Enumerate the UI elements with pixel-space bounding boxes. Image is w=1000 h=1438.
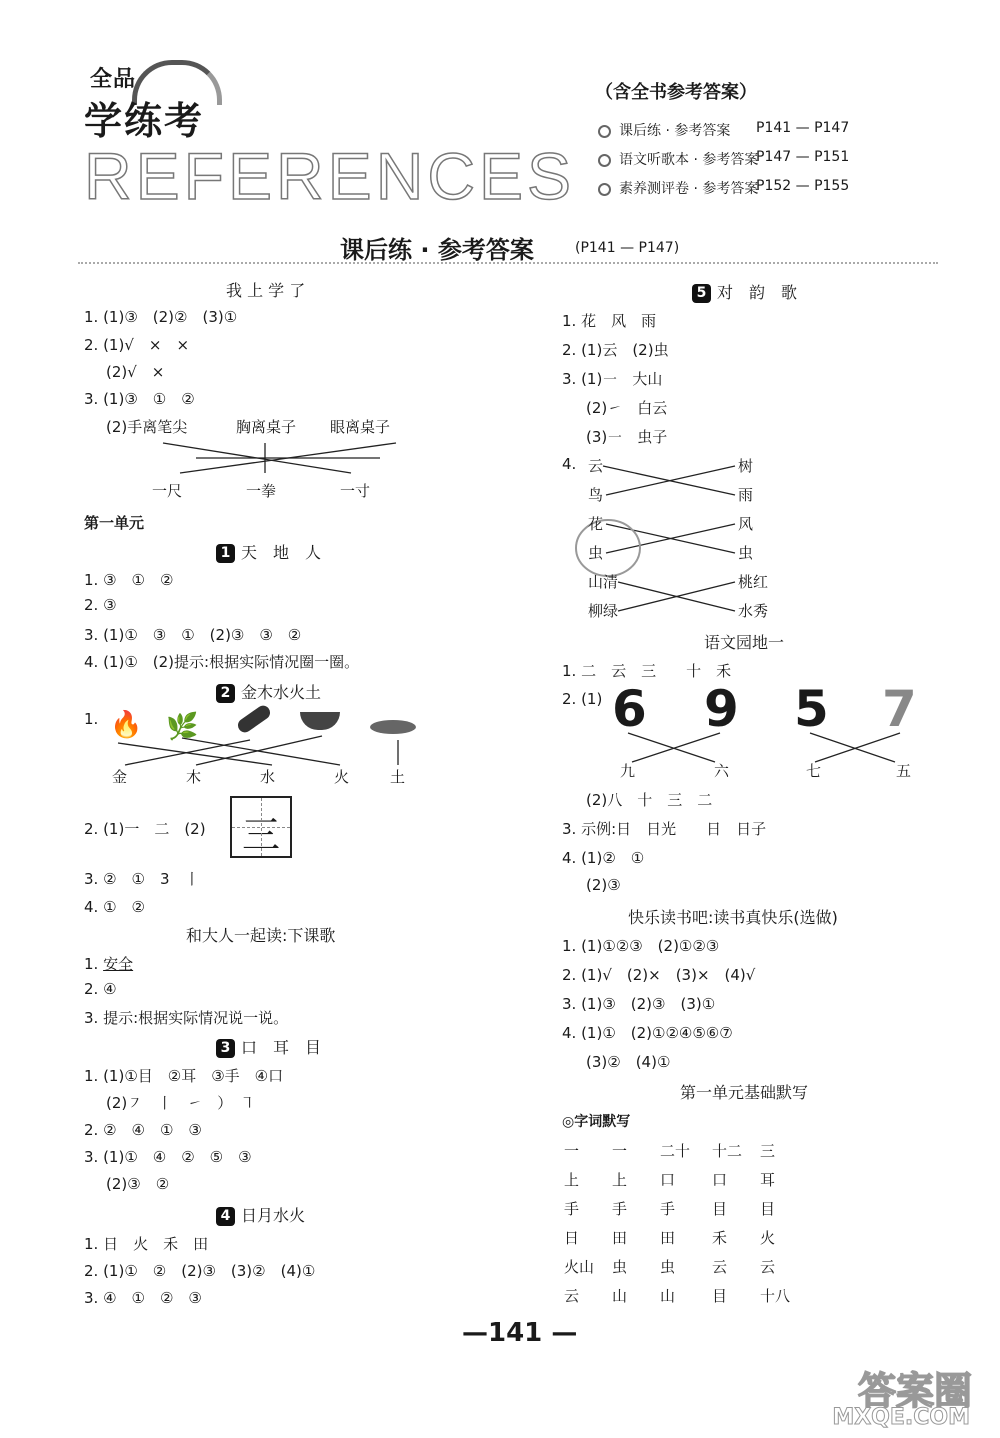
soil-pile-icon [370,720,416,734]
answer-line: 1. [84,710,99,728]
dictation-cell: 手 [612,1200,628,1218]
dictation-cell: 目 [712,1287,728,1305]
match-word: 虫 [588,544,604,562]
dictation-cell: 耳 [760,1171,776,1189]
match-word: 九 [620,762,636,780]
dictation-cell: 口 [660,1171,676,1189]
section-title: 第一单元基础默写 [680,1083,809,1102]
answer-line: 3. (1)① ③ ① (2)③ ③ ② [84,626,302,644]
match-line [196,736,322,765]
section-title: 和大人一起读:下课歌 [186,926,336,945]
answer-line: 2. ② ④ ① ③ [84,1121,202,1139]
answer-line: (3)② (4)① [586,1053,671,1071]
answer-line: 2. (1)√ × × [84,336,190,354]
answer-line: 3. ④ ① ② ③ [84,1289,202,1307]
answer-line: 3. (1)③ ① ② [84,390,195,408]
dictation-cell: 手 [660,1200,676,1218]
dictation-cell: 三 [760,1142,776,1160]
match-word: 云 [588,457,604,475]
match-word: 胸离桌子 [236,418,297,436]
logo-top: 全品 [90,67,137,92]
big-number: 5 [794,680,829,738]
match-word: 六 [714,762,730,780]
answer-line: 4. (1)② ① [562,849,645,867]
answer-line: 3. (1)㇐ 大山 [562,370,663,388]
dictation-cell: 十二 [712,1142,743,1160]
big-number: 6 [612,680,647,738]
subsection-title: ◎字词默写 [562,1114,631,1130]
answer-line: (2)八 十 三 二 [586,791,713,809]
big-number: 9 [704,680,739,738]
dictation-cell: 禾 [712,1229,728,1247]
section-title: 我 上 学 了 [226,281,306,300]
big-number: 7 [882,680,917,738]
answer-line: (2)③ ② [106,1175,170,1193]
fire-picture-icon: 🔥 [110,710,143,740]
match-word: 水秀 [738,602,769,620]
page-title: 课后练 · 参考答案 [340,236,534,264]
dictation-cell: 上 [564,1171,580,1189]
answer-line: (2)㇇ 丨 ㇀ ） ㇕ [106,1094,255,1112]
dictation-cell: 云 [760,1258,776,1276]
answer-line: 4. ① ② [84,898,145,916]
answer-line: 2. (1)云 (2)虫 [562,341,669,359]
match-word: 花 [588,515,604,533]
answer-line: 2. (1)一 二 (2) [84,820,206,838]
match-word: 鸟 [588,486,604,504]
logo-main: 学练考 [84,99,205,143]
index-item: 素养测评卷 · 参考答案 P152 — P155 [598,178,758,198]
lesson-title: 1 天 地 人 [216,540,321,563]
page-number: —141 — [462,1318,578,1348]
section-title: 快乐读书吧:读书真快乐(选做) [628,908,838,927]
match-word: 七 [806,762,822,780]
element-word: 火 [334,768,350,786]
match-word: 柳绿 [588,602,619,620]
answer-line: 2. (1) [562,690,603,708]
dictation-cell: 山 [612,1287,628,1305]
match-word: 一尺 [152,482,183,500]
dictation-cell: 云 [564,1287,580,1305]
dictation-cell: 田 [660,1229,676,1247]
answer-line: 1. 日 火 禾 田 [84,1235,209,1253]
dictation-cell: 云 [712,1258,728,1276]
watermark-url: MXQE.COM [832,1405,970,1430]
match-word: 一拳 [246,482,277,500]
dictation-cell: 目 [760,1200,776,1218]
answer-line: 3. 示例:日 日光 日 日子 [562,820,767,838]
dictation-cell: 火山 [564,1258,595,1276]
answer-line: 1. (1)③ (2)② (3)① [84,308,238,326]
index-item: 语文听歌本 · 参考答案 P147 — P151 [598,149,758,169]
dictation-cell: 口 [712,1171,728,1189]
lesson-title: 3 口 耳 目 [216,1035,321,1058]
answer-line: (2)㇀ 白云 [586,399,668,417]
index-title: （含全书参考答案） [595,82,757,103]
writing-grid: 三 [230,796,292,858]
element-word: 木 [186,768,202,786]
answer-line: (3)㇐ 虫子 [586,428,668,446]
match-word: 风 [738,515,754,533]
match-word: 树 [738,457,754,475]
answer-line: 3. (1)③ (2)③ (3)① [562,995,716,1013]
dictation-cell: 上 [612,1171,628,1189]
answer-line: 1. (1)①目 ②耳 ③手 ④口 [84,1067,284,1085]
page-range: (P141 — P147) [575,240,680,256]
match-word: 五 [896,762,912,780]
answer-line: 4. (1)① (2)①②④⑤⑥⑦ [562,1024,733,1042]
answer-line: 3. (1)① ④ ② ⑤ ③ [84,1148,252,1166]
answer-line: 3. ② ① 3 丨 [84,870,200,888]
dictation-cell: 山 [660,1287,676,1305]
element-word: 土 [390,768,406,786]
dictation-cell: 日 [564,1229,580,1247]
answer-line: 4. (1)① (2)提示:根据实际情况圈一圈。 [84,653,360,671]
answer-line: (2)③ [586,876,621,894]
index-item: 课后练 · 参考答案 P141 — P147 [598,120,730,140]
match-word: 山清 [588,573,619,591]
match-word: 桃红 [738,573,769,591]
lesson-title: 5 对 韵 歌 [692,280,797,303]
answer-line: (2)√ × [106,363,165,381]
answer-line: 1. 花 风 雨 [562,312,657,330]
tree-picture-icon: 🌿 [166,712,199,742]
match-word: 眼离桌子 [330,418,391,436]
answer-line: 1. ③ ① ② [84,571,174,589]
lesson-title: 2 金木水火土 [216,680,321,703]
answer-line: 1. 二 云 三 十 禾 [562,662,732,680]
match-line [182,738,340,765]
answer-line: 1. (1)①②③ (2)①②③ [562,937,720,955]
answer-line: 4. [562,455,577,473]
answer-line: 2. ③ [84,596,117,614]
dictation-cell: 十八 [760,1287,791,1305]
dictation-cell: 目 [712,1200,728,1218]
dictation-cell: 二十 [660,1142,691,1160]
element-word: 水 [260,768,276,786]
dictation-cell: 一 [564,1142,580,1160]
match-line [125,740,250,765]
dictation-cell: 虫 [612,1258,628,1276]
answer-line: 2. (1)① ② (2)③ (3)② (4)① [84,1262,316,1280]
match-word: 雨 [738,486,754,504]
answer-line: 2. ④ [84,980,117,998]
watermark: 答案圈 [857,1369,972,1413]
lesson-title: 4 日月水火 [216,1203,305,1226]
references-banner: REFERENCES [84,139,576,213]
dictation-cell: 田 [612,1229,628,1247]
answer-line: 2. (1)√ (2)× (3)× (4)√ [562,966,756,984]
unit-title: 第一单元 [84,514,145,532]
dictation-cell: 手 [564,1200,580,1218]
dictation-cell: 火 [760,1229,776,1247]
section-title: 语文园地一 [704,633,785,652]
match-word: 一寸 [340,482,371,500]
dictation-cell: 虫 [660,1258,676,1276]
dictation-cell: 一 [612,1142,628,1160]
match-word: (2)手离笔尖 [106,418,188,436]
match-word: 虫 [738,544,754,562]
answer-line: 1. 安全 [84,955,134,973]
answer-line: 3. 提示:根据实际情况说一说。 [84,1009,289,1027]
element-word: 金 [112,768,128,786]
